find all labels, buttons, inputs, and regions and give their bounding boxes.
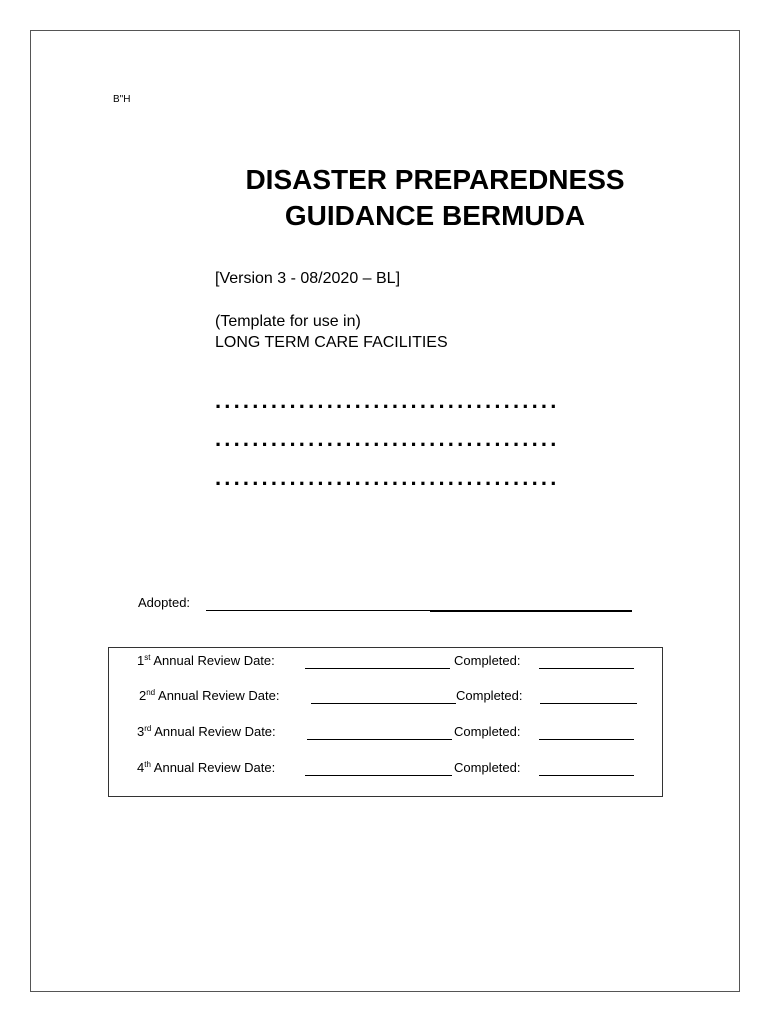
header-mark: B"H bbox=[113, 94, 131, 105]
review-label-4: 4th Annual Review Date: bbox=[137, 760, 276, 775]
review-row-4 bbox=[109, 760, 662, 778]
review-date-field-4[interactable] bbox=[305, 775, 452, 776]
completed-label-1: Completed: bbox=[454, 653, 521, 668]
review-date-field-1[interactable] bbox=[305, 668, 450, 669]
title-line-1: DISASTER PREPAREDNESS bbox=[245, 164, 625, 195]
template-line-1: (Template for use in) bbox=[215, 313, 361, 330]
fill-line-1: ..................................... bbox=[215, 388, 560, 413]
completed-label-2: Completed: bbox=[456, 688, 523, 703]
review-date-field-2[interactable] bbox=[311, 703, 456, 704]
completed-field-1[interactable] bbox=[539, 668, 634, 669]
completed-field-4[interactable] bbox=[539, 775, 634, 776]
completed-label-4: Completed: bbox=[454, 760, 521, 775]
version-text: [Version 3 - 08/2020 – BL] bbox=[215, 270, 401, 287]
review-row-1 bbox=[109, 653, 662, 671]
review-date-field-3[interactable] bbox=[307, 739, 452, 740]
template-note bbox=[215, 311, 448, 353]
facility-type: LONG TERM CARE FACILITIES bbox=[215, 334, 448, 351]
review-label-1: 1st Annual Review Date: bbox=[137, 653, 275, 668]
review-row-3 bbox=[109, 724, 662, 742]
completed-field-3[interactable] bbox=[539, 739, 634, 740]
title-line-2: GUIDANCE BERMUDA bbox=[284, 200, 586, 231]
review-label-2: 2nd Annual Review Date: bbox=[139, 688, 280, 703]
completed-field-2[interactable] bbox=[540, 703, 637, 704]
review-table bbox=[108, 647, 663, 797]
completed-label-3: Completed: bbox=[454, 724, 521, 739]
review-row-2 bbox=[109, 688, 662, 706]
fill-line-2: ..................................... bbox=[215, 426, 560, 451]
fill-line-3: ..................................... bbox=[215, 465, 560, 490]
review-label-3: 3rd Annual Review Date: bbox=[137, 724, 276, 739]
adopted-label: Adopted: bbox=[138, 595, 191, 610]
adopted-signature-line-extension bbox=[430, 611, 632, 612]
document-title bbox=[205, 162, 665, 234]
